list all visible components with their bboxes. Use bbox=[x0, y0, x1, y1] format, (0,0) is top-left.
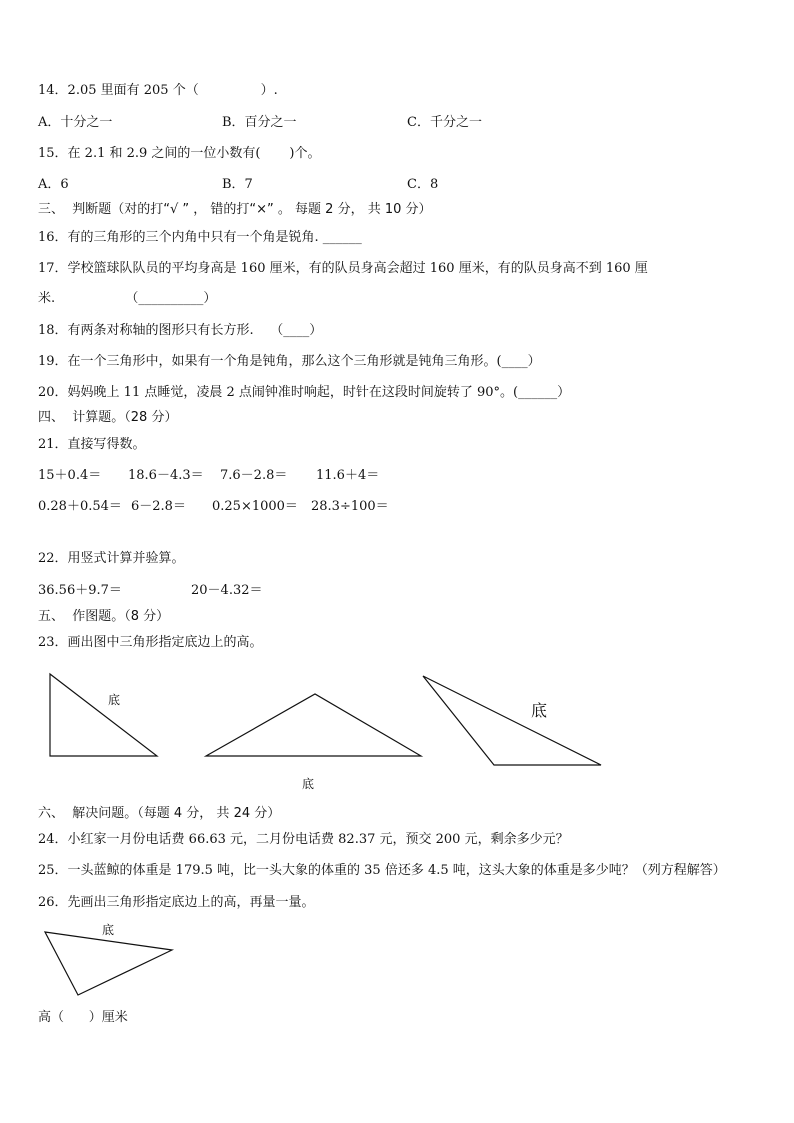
calc-item: 36.56＋9.7＝ bbox=[38, 583, 122, 598]
section-4-heading: 四、 计算题。（28 分） bbox=[38, 410, 178, 425]
q22-text: 22．用竖式计算并验算。 bbox=[38, 551, 185, 566]
q14-option-b: B．百分之一 bbox=[222, 115, 297, 130]
calc-item: 0.28＋0.54＝ bbox=[38, 499, 122, 514]
q23-text: 23．画出图中三角形指定底边上的高。 bbox=[38, 635, 263, 650]
base-label-1: 底 bbox=[108, 693, 121, 707]
calc-item: 18.6－4.3＝ bbox=[128, 468, 204, 483]
q20-text: 20．妈妈晚上 11 点睡觉，凌晨 2 点闹钟准时响起，时针在这段时间旋转了 90°。(______） bbox=[38, 385, 571, 400]
q24-text: 24．小红家一月份电话费 66.63 元，二月份电话费 82.37 元，预交 200 元，剩余多少元？ bbox=[38, 832, 569, 847]
calc-item: 0.25×1000＝ bbox=[212, 499, 298, 514]
calc-item: 28.3÷100＝ bbox=[311, 499, 389, 514]
calc-item: 6－2.8＝ bbox=[131, 499, 186, 514]
calc-item: 11.6＋4＝ bbox=[316, 468, 380, 483]
q14-stem: 14．2.05 里面有 205 个（ ）. bbox=[38, 83, 278, 98]
section-5-heading: 五、 作图题。（8 分） bbox=[38, 609, 170, 624]
calc-item: 7.6－2.8＝ bbox=[220, 468, 288, 483]
q16-text: 16．有的三角形的三个内角中只有一个角是锐角. ______ bbox=[38, 230, 362, 245]
section-6-heading: 六、 解决问题。（每题 4 分， 共 24 分） bbox=[38, 806, 281, 821]
q14-option-c: C．千分之一 bbox=[407, 115, 482, 130]
q15-option-a: A．6 bbox=[38, 177, 69, 192]
calc-item: 20－4.32＝ bbox=[191, 583, 263, 598]
q25-text: 25．一头蓝鲸的体重是 179.5 吨，比一头大象的体重的 35 倍还多 4.5 吨，这头大象的体重是多少吨？（列方程解答） bbox=[38, 863, 726, 878]
base-label-2: 底 bbox=[302, 777, 315, 791]
q26-text: 26．先画出三角形指定底边上的高，再量一量。 bbox=[38, 895, 315, 910]
q15-option-c: C．8 bbox=[407, 177, 439, 192]
q15-stem: 15．在 2.1 和 2.9 之间的一位小数有( )个。 bbox=[38, 146, 321, 161]
base-label-4: 底 bbox=[102, 923, 115, 937]
section-3-heading: 三、 判断题（对的打“√ ” ， 错的打“×” 。 每题 2 分， 共 10 分） bbox=[38, 202, 432, 217]
calc-item: 15＋0.4＝ bbox=[38, 468, 102, 483]
q17-text-line2: 米. （__________） bbox=[38, 291, 217, 306]
q26-answer: 高（ ）厘米 bbox=[38, 1010, 128, 1025]
q15-option-b: B．7 bbox=[222, 177, 253, 192]
q17-text-line1: 17．学校篮球队队员的平均身高是 160 厘米，有的队员身高会超过 160 厘米，有的队员身高不到 160 厘 bbox=[38, 261, 648, 276]
base-label-3: 底 bbox=[531, 701, 548, 720]
q18-text: 18．有两条对称轴的图形只有长方形. （____） bbox=[38, 323, 323, 338]
q19-text: 19．在一个三角形中，如果有一个角是钝角，那么这个三角形就是钝角三角形。(____） bbox=[38, 354, 541, 369]
q14-option-a: A．十分之一 bbox=[38, 115, 113, 130]
q21-text: 21．直接写得数。 bbox=[38, 437, 146, 452]
